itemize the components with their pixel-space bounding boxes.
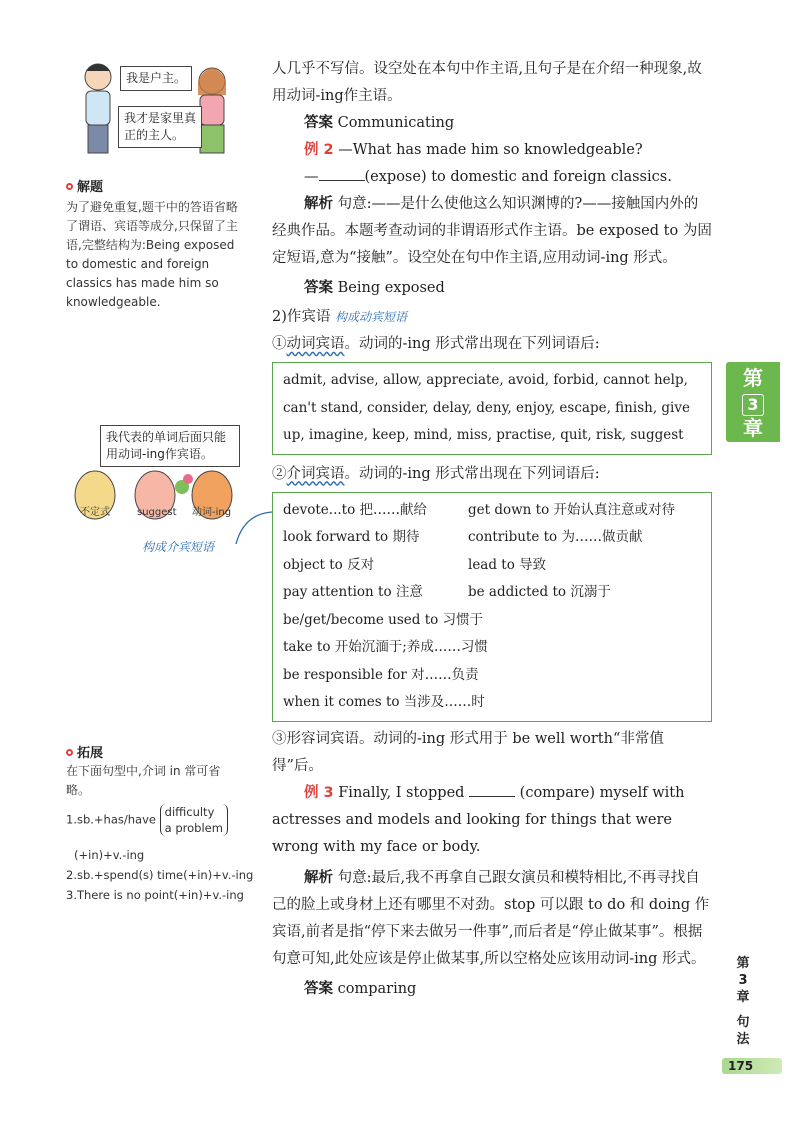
- egg-label-suggest: suggest: [137, 507, 177, 518]
- speech-bubble-eggs: 我代表的单词后面只能用动词-ing作宾语。: [100, 425, 240, 467]
- paragraph-analysis-1: 人几乎不写信。设空处在本句中作主语,且句子是在介绍一种现象,故用动词-ing作主语。: [272, 61, 702, 104]
- phrase: lead to 导致: [468, 556, 547, 573]
- page-number: 175: [722, 1058, 782, 1074]
- item-verb-object: ①动词宾语。动词的-ing 形式常出现在下列词语后:: [272, 336, 600, 352]
- phrase: take to 开始沉湎于;养成……习惯: [283, 639, 488, 655]
- example-2-question: 例 2 —What has made him so knowledgeable?: [304, 142, 643, 158]
- extension-item-1: 1.sb.+has/have difficulty a problem: [66, 804, 246, 836]
- egg-label-infinitive: 不定式: [80, 507, 110, 518]
- answer-3: 答案 comparing: [304, 980, 417, 997]
- phrase: contribute to 为……做贡献: [468, 529, 643, 545]
- answer-2: 答案 Being exposed: [304, 280, 445, 296]
- phrase-list-box: [272, 492, 712, 722]
- curved-arrow: [234, 508, 274, 548]
- handwritten-note-prep: 构成介宾短语: [142, 540, 215, 554]
- egg-label-ing: 动词-ing: [192, 507, 232, 518]
- answer-1: 答案 Communicating: [304, 115, 455, 131]
- phrase: be responsible for 对……负责: [283, 666, 479, 683]
- chapter-tab: 第 3 章: [726, 362, 780, 442]
- bullet-dot-icon: [66, 749, 73, 756]
- phrase: when it comes to 当涉及……时: [283, 694, 485, 710]
- blank-line: [319, 180, 365, 181]
- speech-bubble-husband: 我是户主。: [120, 66, 192, 91]
- extension-item-2: 2.sb.+spend(s) time(+in)+v.-ing: [66, 868, 254, 882]
- bullet-dot-icon: [66, 183, 73, 190]
- analysis-3: 解析 句意:最后,我不再拿自己跟女演员和模特相比,不再寻找自己的脸上或身材上还有哪里不对劲。stop 可以跟 to do 和 doing 作宾语,前者是指“停下来去做另一件事”,而后者是“停止做某事”。根据句意可知,此处应该是停止做某事,所以空格处应该用动词-ing 形式。: [272, 869, 710, 967]
- example-2-answer-line: — (expose) to domestic and foreign classics.: [304, 169, 672, 185]
- extension-text: 在下面句型中,介词 in 常可省略。: [66, 764, 221, 797]
- item-adj-object: ③形容词宾语。动词的-ing 形式用于 be well worth“非常值得”后。: [272, 730, 664, 774]
- phrase: devote...to 把……献给: [283, 501, 428, 518]
- phrase: be/get/become used to 习惯于: [283, 611, 484, 628]
- phrase: pay attention to 注意: [283, 584, 423, 600]
- extension-item-3: 3.There is no point(+in)+v.-ing: [66, 888, 244, 902]
- tip-title: 解题: [66, 176, 103, 195]
- phrase: object to 反对: [283, 556, 375, 573]
- extension-title: 拓展: [66, 742, 103, 761]
- item-prep-object: ②介词宾语。动词的-ing 形式常出现在下列词语后:: [272, 465, 600, 482]
- example-3: 例 3 Finally, I stopped (compare) myself with actresses and models and looking for things that were wrong with my face or body.: [272, 784, 685, 855]
- extension-item-1-cont: (+in)+v.-ing: [74, 848, 145, 862]
- speech-bubble-wife: 我才是家里真正的主人。: [118, 106, 202, 148]
- phrase: be addicted to 沉溺于: [468, 584, 611, 600]
- handwritten-note-verb: 构成动宾短语: [335, 310, 408, 324]
- phrase: get down to 开始认真注意或对待: [468, 501, 676, 518]
- main-content: [272, 56, 712, 1003]
- blank-line: [469, 796, 515, 797]
- verb-list-box: admit, advise, allow, appreciate, avoid, forbid, cannot help, can't stand, consider, delay, deny, enjoy, escape, finish, give up, imagine, keep, mind, miss, practise, quit, risk, suggest: [272, 362, 712, 455]
- section-object: 2)作宾语 构成动宾短语: [272, 309, 408, 325]
- footer-chapter: 第 3 章 句 法: [736, 956, 750, 1047]
- phrase: look forward to 期待: [283, 529, 420, 545]
- tip-text: 为了避免重复,题干中的答语省略了谓语、宾语等成分,只保留了主语,完整结构为:Being exposed to domestic and foreign classics has made him so knowledgeable.: [66, 200, 238, 309]
- analysis-2: 解析 句意:——是什么使他这么知识渊博的?——接触国内外的经典作品。本题考查动词的非谓语形式作主语。be exposed to 为固定短语,意为“接触”。设空处在句中作主语,应用动词-ing 形式。: [272, 196, 712, 266]
